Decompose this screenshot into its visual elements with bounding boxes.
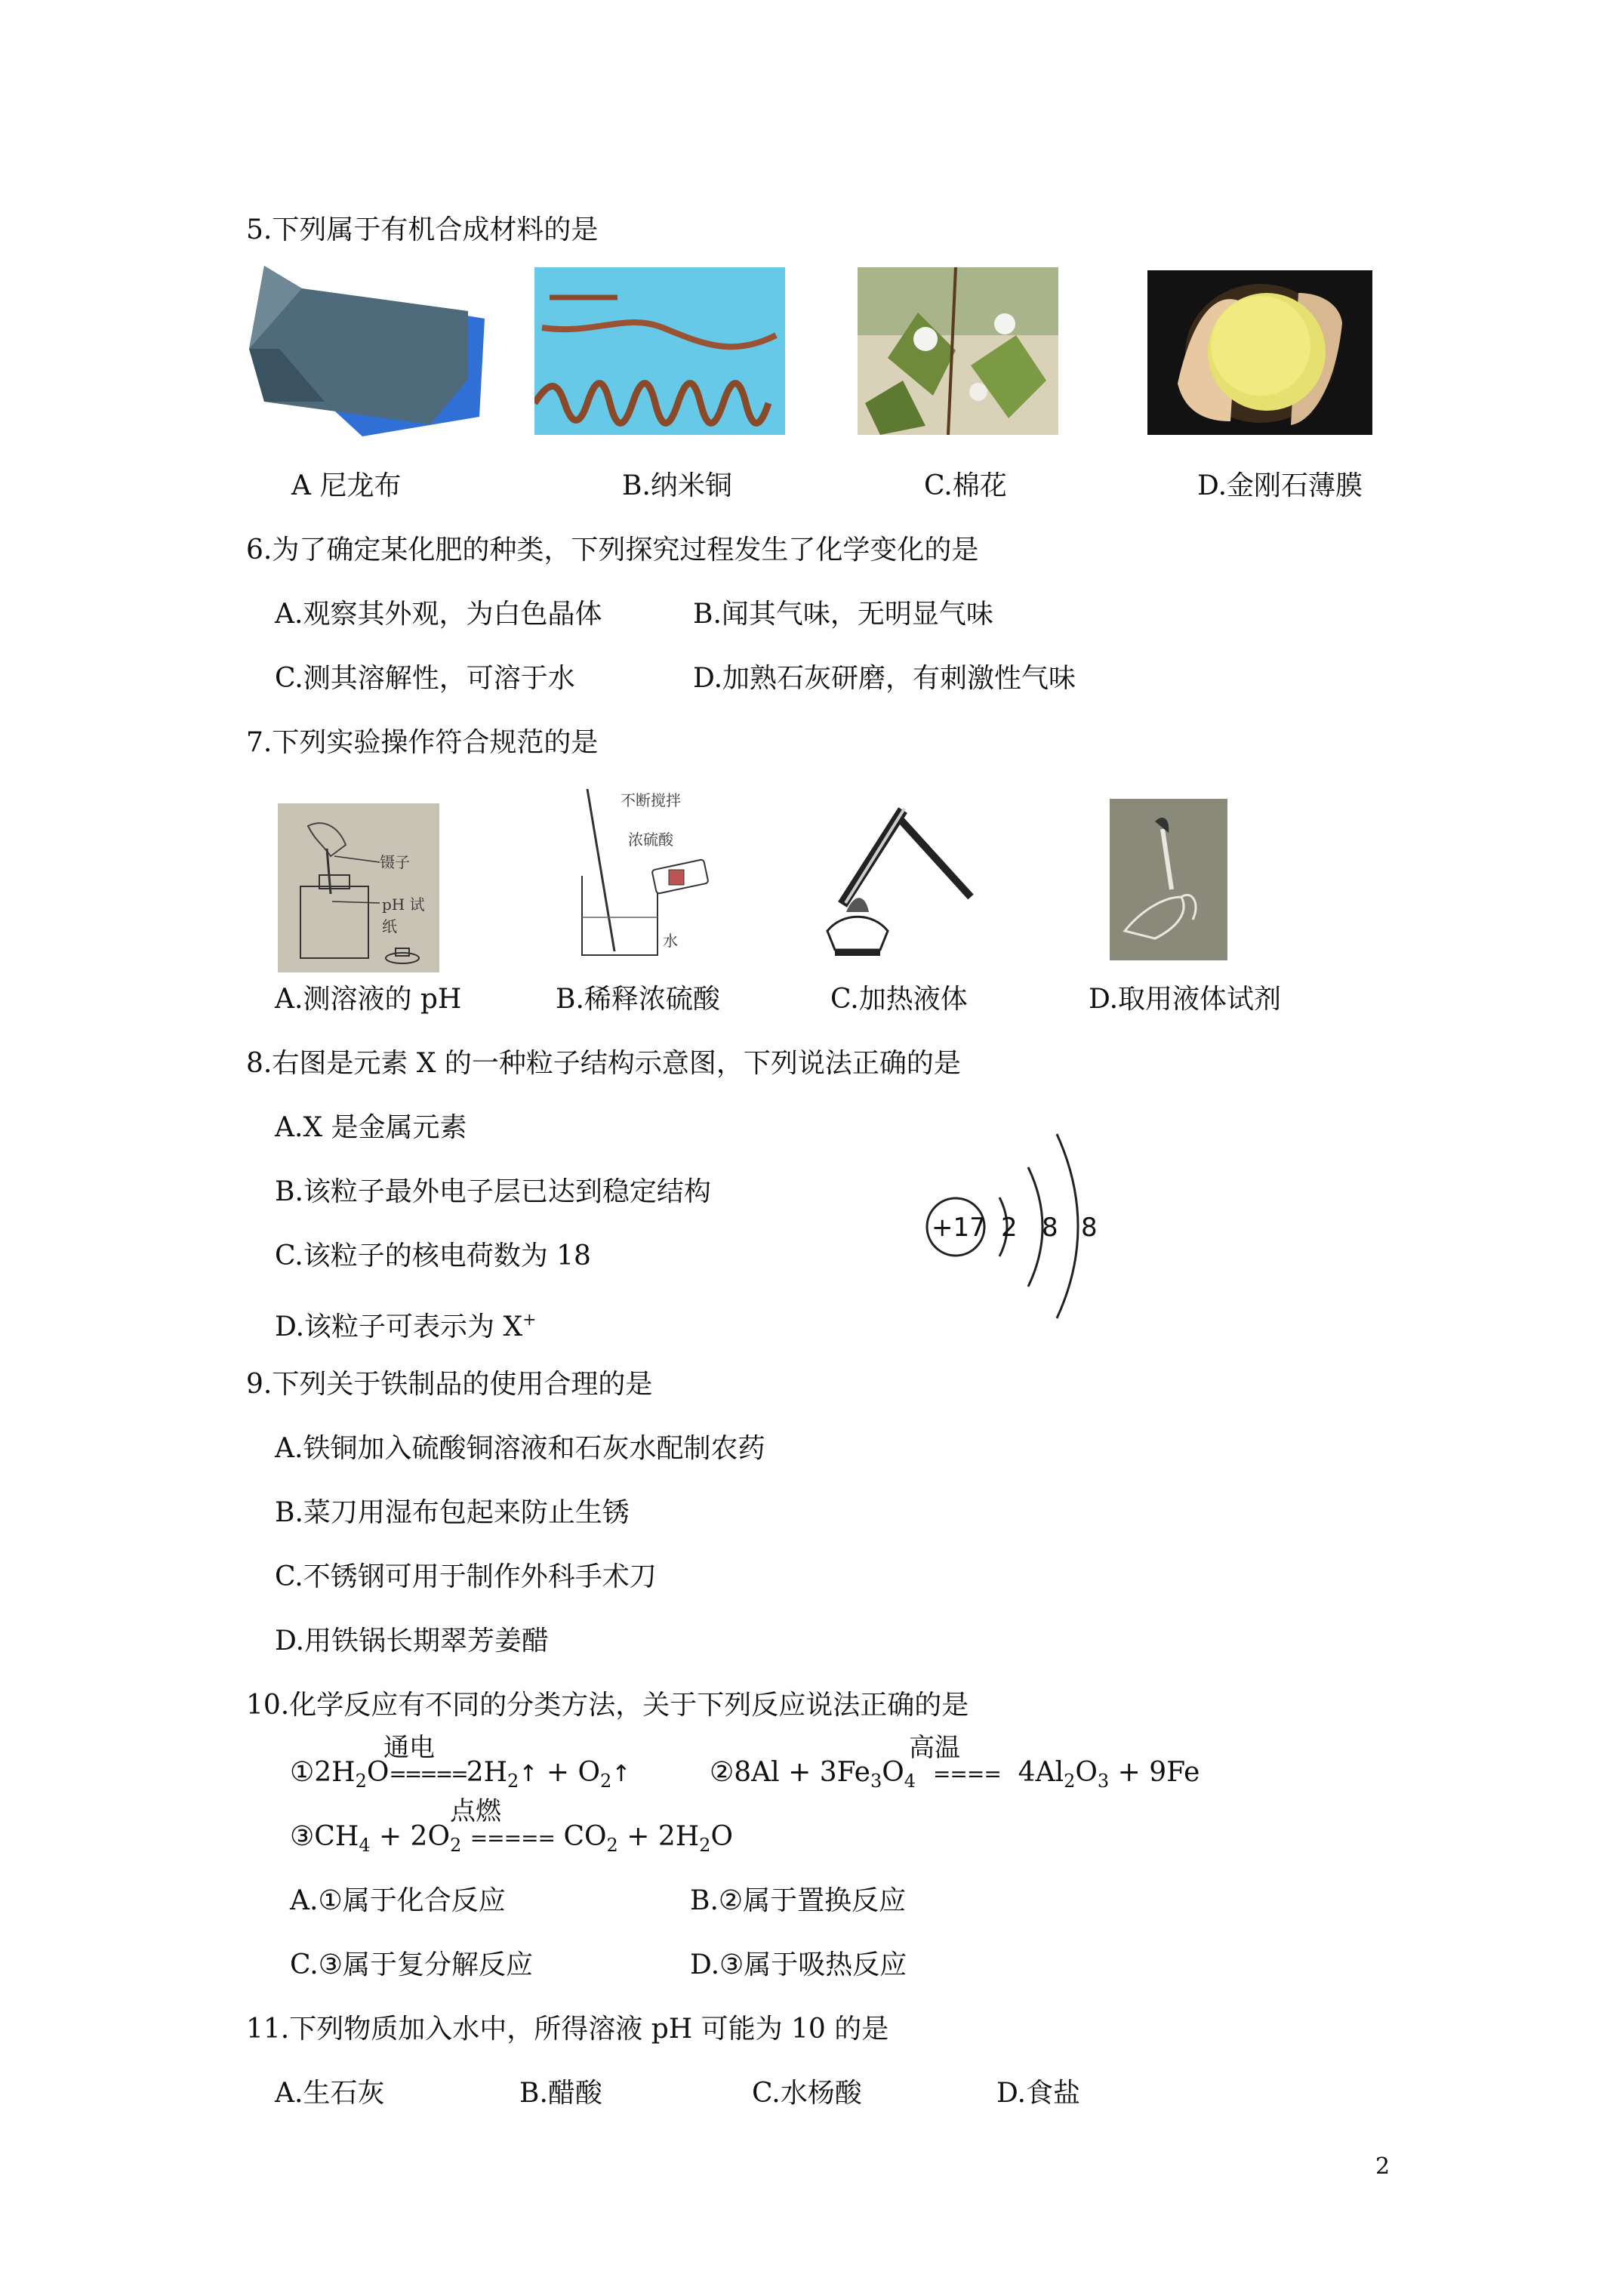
q8-option-d: D.该粒子可表示为 X+: [275, 1311, 537, 1342]
atom-structure-diagram: [921, 1125, 1102, 1321]
q6-option-b: B.闻其气味，无明显气味: [693, 599, 993, 630]
q11-question: 11.下列物质加入水中，所得溶液 pH 可能为 10 的是: [246, 2014, 889, 2045]
q9-option-b: B.菜刀用湿布包起来防止生锈: [275, 1497, 630, 1528]
reaction-2: ②8Al + $3Fe_3O_4$ ==== $4Al_2O_3 + 9Fe$: [710, 1757, 1200, 1792]
q7-option-a: A.测溶液的 pH: [275, 984, 462, 1015]
q5-option-b: B.纳米铜: [622, 470, 732, 501]
q5-question: 5.下列属于有机合成材料的是: [246, 214, 599, 245]
q11-option-c: C.水杨酸: [752, 2078, 862, 2109]
reaction-3-condition: 点燃: [450, 1796, 501, 1826]
q11-option-d: D.食盐: [996, 2078, 1081, 2109]
reaction-3: $③CH_4 + 2O_2$ ===== $CO_2 + 2H_2O$: [290, 1821, 733, 1856]
nylon-cloth-photo: [249, 258, 485, 436]
dilute-acid-figure: [571, 785, 726, 965]
q6-option-a: A.观察其外观，为白色晶体: [275, 599, 602, 630]
q8-option-a: A.X 是金属元素: [275, 1112, 467, 1143]
shell-3-electrons: 8: [1081, 1213, 1098, 1243]
q10-option-d: D.③属于吸热反应: [690, 1949, 907, 1980]
heat-liquid-figure: [812, 799, 996, 966]
q9-option-a: A.铁铜加入硫酸铜溶液和石灰水配制农药: [275, 1433, 765, 1464]
q7-option-c: C.加热液体: [830, 984, 968, 1015]
shell-2-electrons: 8: [1042, 1213, 1058, 1243]
shell-1-electrons: 2: [1001, 1213, 1018, 1243]
conc-acid-label: 浓硫酸: [628, 831, 673, 849]
diamond-film-photo: [1147, 270, 1372, 435]
q8-option-b: B.该粒子最外电子层已达到稳定结构: [275, 1176, 711, 1207]
q7-question: 7.下列实验操作符合规范的是: [246, 727, 599, 758]
q7-option-d: D.取用液体试剂: [1089, 984, 1282, 1015]
nucleus-charge: +17: [932, 1213, 986, 1243]
reaction-2-condition: 高温: [909, 1733, 960, 1763]
q5-option-d: D.金刚石薄膜: [1197, 470, 1363, 501]
q5-option-c: C.棉花: [924, 470, 1007, 501]
q9-option-c: C.不锈钢可用于制作外科手术刀: [275, 1561, 657, 1592]
q11-option-b: B.醋酸: [519, 2078, 602, 2109]
q11-option-a: A.生石灰: [275, 2078, 385, 2109]
ph-test-figure: [278, 803, 439, 972]
water-label: 水: [663, 932, 678, 950]
q5-option-a: A 尼龙布: [291, 470, 402, 501]
cotton-plant-photo: [858, 267, 1058, 435]
q10-option-a: A.①属于化合反应: [290, 1885, 506, 1916]
stir-label: 不断搅拌: [621, 791, 681, 809]
reaction-1-condition: 通电: [383, 1733, 435, 1763]
q9-option-d: D.用铁锅长期翠芳姜醋: [275, 1626, 550, 1657]
dropper-figure: [1110, 799, 1227, 960]
reaction-1: $①2H_2O=====2H_2↑$ + $O_2↑$: [290, 1757, 631, 1792]
q8-question: 8.右图是元素 X 的一种粒子结构示意图，下列说法正确的是: [246, 1048, 961, 1079]
q6-option-c: C.测其溶解性，可溶于水: [275, 663, 575, 694]
q8-option-c: C.该粒子的核电荷数为 18: [275, 1240, 591, 1271]
ph-paper-label: pH 试纸: [382, 895, 425, 935]
q7-option-b: B.稀释浓硫酸: [556, 984, 720, 1015]
page-number: 2: [1375, 2153, 1390, 2180]
q9-question: 9.下列关于铁制品的使用合理的是: [246, 1369, 653, 1400]
q10-option-b: B.②属于置换反应: [690, 1885, 907, 1916]
q10-question: 10.化学反应有不同的分类方法，关于下列反应说法正确的是: [246, 1690, 969, 1721]
q6-question: 6.为了确定某化肥的种类，下列探究过程发生了化学变化的是: [246, 535, 979, 566]
tweezers-label: 镊子: [380, 853, 410, 871]
q10-option-c: C.③属于复分解反应: [290, 1949, 533, 1980]
nano-copper-wire-photo: [534, 267, 785, 435]
q6-option-d: D.加熟石灰研磨，有刺激性气味: [693, 663, 1076, 694]
